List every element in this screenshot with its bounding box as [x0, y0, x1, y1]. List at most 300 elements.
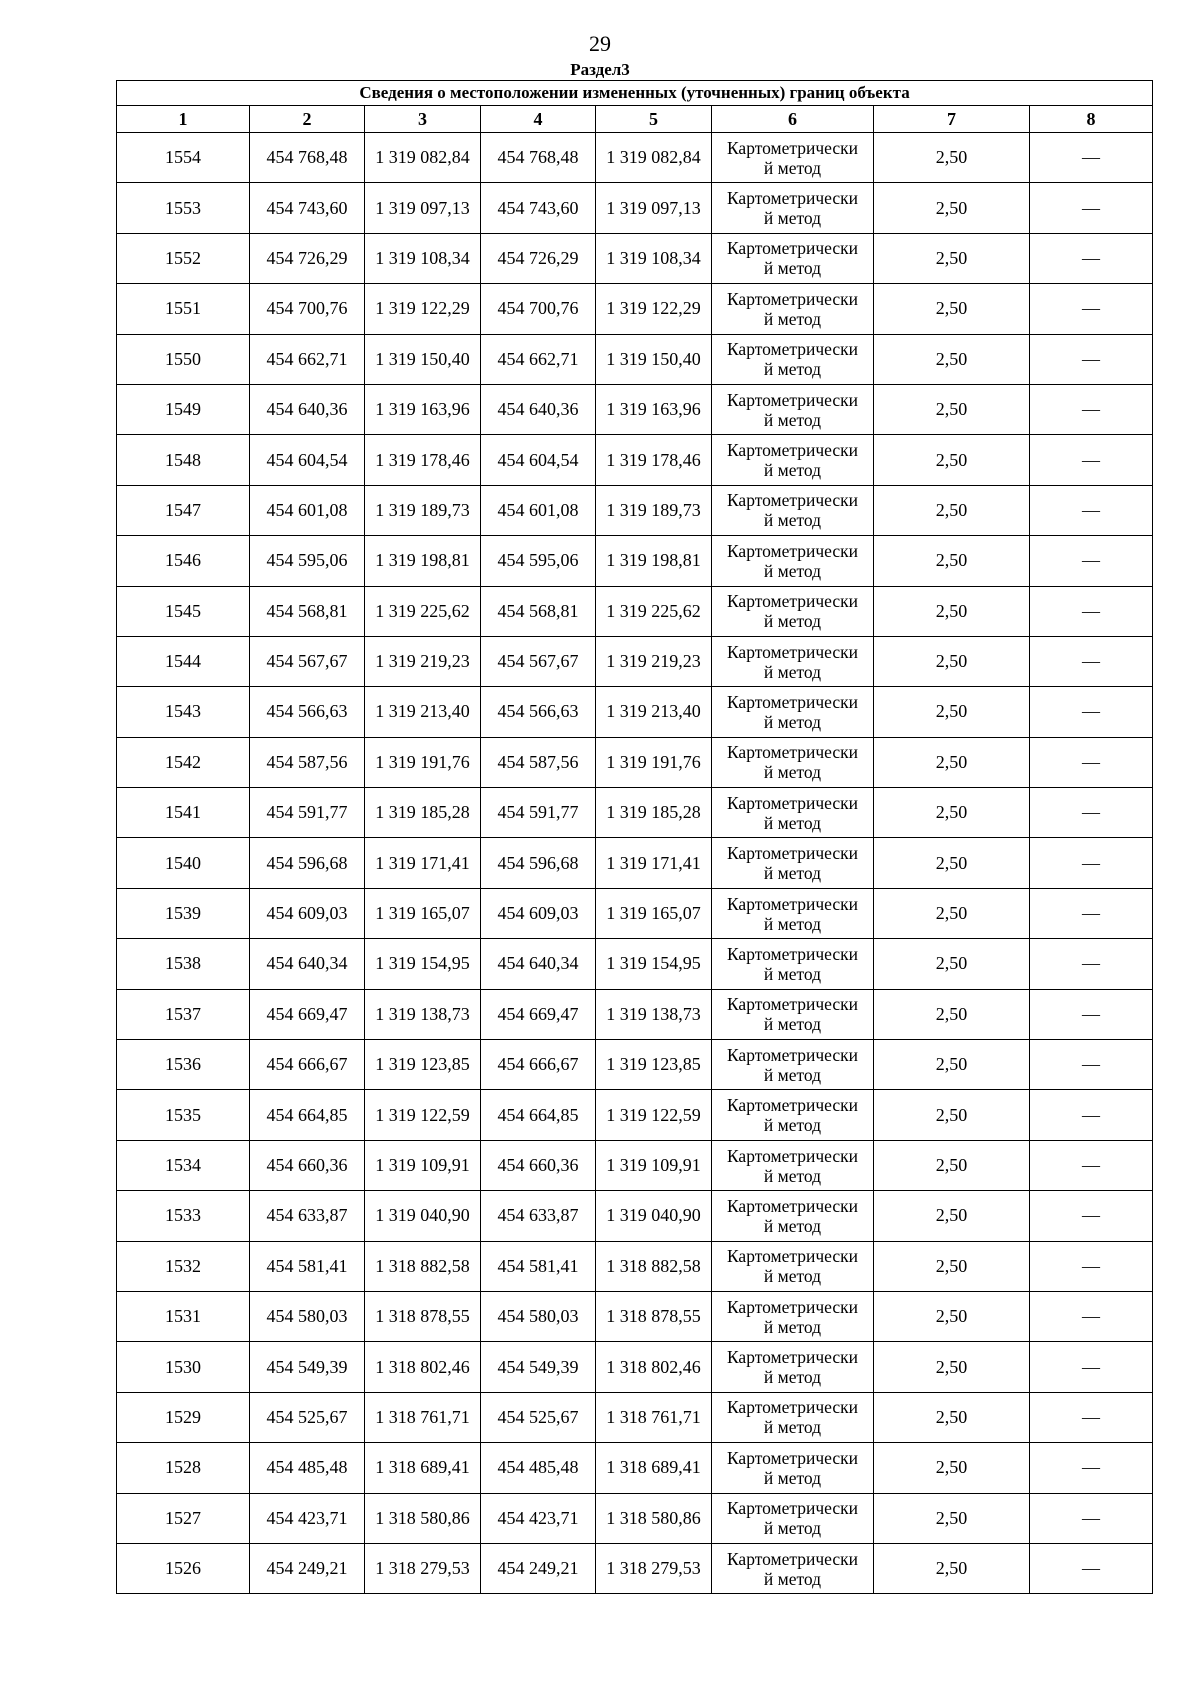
- accuracy-cell: 2,50: [874, 233, 1030, 283]
- table-row: [117, 384, 1153, 434]
- note-cell: —: [1030, 1543, 1153, 1593]
- new-y-cell: 1 318 802,46: [596, 1342, 712, 1392]
- method-line-2: й метод: [763, 1014, 822, 1035]
- method-line-2: й метод: [763, 308, 822, 329]
- existing-y-cell: 1 319 198,81: [365, 536, 481, 586]
- new-y-cell: 1 319 189,73: [596, 485, 712, 535]
- method-cell: [712, 1191, 874, 1241]
- method-line-1: Картометрически: [726, 1044, 859, 1065]
- point-number-cell: 1540: [117, 838, 250, 888]
- new-x-cell: 454 249,21: [481, 1543, 596, 1593]
- column-number-header: 3: [365, 106, 481, 133]
- existing-x-cell: 454 601,08: [250, 485, 365, 535]
- method-cell: [712, 1342, 874, 1392]
- note-cell: —: [1030, 1040, 1153, 1090]
- method-line-1: Картометрически: [726, 1347, 859, 1368]
- point-number-cell: 1528: [117, 1443, 250, 1493]
- method-line-1: Картометрически: [726, 1397, 859, 1418]
- accuracy-cell: 2,50: [874, 485, 1030, 535]
- note-cell: —: [1030, 989, 1153, 1039]
- accuracy-cell: 2,50: [874, 939, 1030, 989]
- point-number-cell: 1551: [117, 284, 250, 334]
- table-row: [117, 1090, 1153, 1140]
- new-x-cell: 454 601,08: [481, 485, 596, 535]
- existing-x-cell: 454 768,48: [250, 133, 365, 183]
- table-caption: Сведения о местоположении измененных (уточненных) границ объекта: [117, 81, 1153, 106]
- new-x-cell: 454 587,56: [481, 737, 596, 787]
- point-number-cell: 1541: [117, 788, 250, 838]
- existing-x-cell: 454 640,36: [250, 384, 365, 434]
- point-number-cell: 1547: [117, 485, 250, 535]
- note-cell: —: [1030, 1392, 1153, 1442]
- new-x-cell: 454 666,67: [481, 1040, 596, 1090]
- method-cell: [712, 435, 874, 485]
- existing-x-cell: 454 568,81: [250, 586, 365, 636]
- existing-y-cell: 1 319 178,46: [365, 435, 481, 485]
- method-line-1: Картометрически: [726, 1498, 859, 1519]
- point-number-cell: 1537: [117, 989, 250, 1039]
- table-row: [117, 586, 1153, 636]
- point-number-cell: 1554: [117, 133, 250, 183]
- accuracy-cell: 2,50: [874, 183, 1030, 233]
- existing-y-cell: 1 319 185,28: [365, 788, 481, 838]
- method-line-1: Картометрически: [726, 540, 859, 561]
- new-x-cell: 454 591,77: [481, 788, 596, 838]
- note-cell: —: [1030, 788, 1153, 838]
- table-row: [117, 737, 1153, 787]
- table-row: [117, 1241, 1153, 1291]
- new-y-cell: 1 319 123,85: [596, 1040, 712, 1090]
- note-cell: —: [1030, 1291, 1153, 1341]
- table-row: [117, 687, 1153, 737]
- new-x-cell: 454 768,48: [481, 133, 596, 183]
- method-cell: [712, 536, 874, 586]
- note-cell: —: [1030, 183, 1153, 233]
- note-cell: —: [1030, 485, 1153, 535]
- coordinates-table: [116, 80, 1153, 1594]
- method-line-1: Картометрически: [726, 1095, 859, 1116]
- column-number-header: 2: [250, 106, 365, 133]
- method-line-1: Картометрически: [726, 188, 859, 209]
- method-line-2: й метод: [763, 863, 822, 884]
- existing-x-cell: 454 566,63: [250, 687, 365, 737]
- method-line-1: Картометрически: [726, 1195, 859, 1216]
- new-x-cell: 454 700,76: [481, 284, 596, 334]
- table-row: [117, 1140, 1153, 1190]
- method-cell: [712, 485, 874, 535]
- accuracy-cell: 2,50: [874, 1443, 1030, 1493]
- method-line-2: й метод: [763, 812, 822, 833]
- new-y-cell: 1 318 878,55: [596, 1291, 712, 1341]
- method-line-1: Картометрически: [726, 1296, 859, 1317]
- accuracy-cell: 2,50: [874, 989, 1030, 1039]
- existing-y-cell: 1 319 154,95: [365, 939, 481, 989]
- new-y-cell: 1 318 882,58: [596, 1241, 712, 1291]
- existing-x-cell: 454 662,71: [250, 334, 365, 384]
- method-line-2: й метод: [763, 1215, 822, 1236]
- note-cell: —: [1030, 133, 1153, 183]
- new-x-cell: 454 660,36: [481, 1140, 596, 1190]
- method-cell: [712, 1090, 874, 1140]
- method-line-1: Картометрически: [726, 591, 859, 612]
- note-cell: —: [1030, 586, 1153, 636]
- method-line-2: й метод: [763, 913, 822, 934]
- method-cell: [712, 888, 874, 938]
- note-cell: —: [1030, 636, 1153, 686]
- existing-y-cell: 1 318 761,71: [365, 1392, 481, 1442]
- method-line-2: й метод: [763, 1165, 822, 1186]
- note-cell: —: [1030, 233, 1153, 283]
- method-line-2: й метод: [763, 1568, 822, 1589]
- new-x-cell: 454 549,39: [481, 1342, 596, 1392]
- accuracy-cell: 2,50: [874, 1191, 1030, 1241]
- note-cell: —: [1030, 838, 1153, 888]
- accuracy-cell: 2,50: [874, 435, 1030, 485]
- note-cell: —: [1030, 435, 1153, 485]
- new-y-cell: 1 319 082,84: [596, 133, 712, 183]
- method-line-1: Картометрически: [726, 137, 859, 158]
- method-line-2: й метод: [763, 1266, 822, 1287]
- method-cell: [712, 1040, 874, 1090]
- table-row: [117, 989, 1153, 1039]
- new-x-cell: 454 567,67: [481, 636, 596, 686]
- method-line-1: Картометрически: [726, 238, 859, 259]
- existing-x-cell: 454 596,68: [250, 838, 365, 888]
- existing-x-cell: 454 666,67: [250, 1040, 365, 1090]
- table-row: [117, 888, 1153, 938]
- existing-y-cell: 1 318 580,86: [365, 1493, 481, 1543]
- table-caption-row: [117, 81, 1153, 106]
- table-row: [117, 1392, 1153, 1442]
- note-cell: —: [1030, 1140, 1153, 1190]
- new-y-cell: 1 319 163,96: [596, 384, 712, 434]
- existing-y-cell: 1 319 165,07: [365, 888, 481, 938]
- method-cell: [712, 586, 874, 636]
- accuracy-cell: 2,50: [874, 737, 1030, 787]
- point-number-cell: 1533: [117, 1191, 250, 1241]
- new-x-cell: 454 662,71: [481, 334, 596, 384]
- accuracy-cell: 2,50: [874, 536, 1030, 586]
- new-y-cell: 1 319 198,81: [596, 536, 712, 586]
- point-number-cell: 1530: [117, 1342, 250, 1392]
- section-title: Раздел3: [570, 60, 630, 79]
- accuracy-cell: 2,50: [874, 687, 1030, 737]
- new-y-cell: 1 318 689,41: [596, 1443, 712, 1493]
- table-row: [117, 1443, 1153, 1493]
- method-cell: [712, 939, 874, 989]
- new-x-cell: 454 669,47: [481, 989, 596, 1039]
- new-x-cell: 454 726,29: [481, 233, 596, 283]
- table-row: [117, 1493, 1153, 1543]
- point-number-cell: 1538: [117, 939, 250, 989]
- table-row: [117, 1040, 1153, 1090]
- existing-y-cell: 1 319 109,91: [365, 1140, 481, 1190]
- new-y-cell: 1 319 185,28: [596, 788, 712, 838]
- existing-x-cell: 454 525,67: [250, 1392, 365, 1442]
- point-number-cell: 1548: [117, 435, 250, 485]
- note-cell: —: [1030, 1191, 1153, 1241]
- table-row: [117, 1291, 1153, 1341]
- table-row: [117, 485, 1153, 535]
- existing-x-cell: 454 249,21: [250, 1543, 365, 1593]
- method-line-1: Картометрически: [726, 339, 859, 360]
- existing-y-cell: 1 319 213,40: [365, 687, 481, 737]
- table-row: [117, 939, 1153, 989]
- method-cell: [712, 1140, 874, 1190]
- point-number-cell: 1543: [117, 687, 250, 737]
- new-x-cell: 454 568,81: [481, 586, 596, 636]
- table-row: [117, 284, 1153, 334]
- point-number-cell: 1526: [117, 1543, 250, 1593]
- table-row: [117, 636, 1153, 686]
- method-cell: [712, 384, 874, 434]
- existing-x-cell: 454 726,29: [250, 233, 365, 283]
- table-row: [117, 1543, 1153, 1593]
- existing-x-cell: 454 633,87: [250, 1191, 365, 1241]
- new-y-cell: 1 319 178,46: [596, 435, 712, 485]
- column-number-header: 6: [712, 106, 874, 133]
- method-line-2: й метод: [763, 1316, 822, 1337]
- method-line-2: й метод: [763, 157, 822, 178]
- new-y-cell: 1 319 150,40: [596, 334, 712, 384]
- table-row: [117, 536, 1153, 586]
- method-cell: [712, 183, 874, 233]
- new-x-cell: 454 743,60: [481, 183, 596, 233]
- method-line-2: й метод: [763, 711, 822, 732]
- new-x-cell: 454 580,03: [481, 1291, 596, 1341]
- method-cell: [712, 737, 874, 787]
- accuracy-cell: 2,50: [874, 1342, 1030, 1392]
- existing-x-cell: 454 743,60: [250, 183, 365, 233]
- accuracy-cell: 2,50: [874, 1392, 1030, 1442]
- method-line-2: й метод: [763, 258, 822, 279]
- method-line-1: Картометрически: [726, 641, 859, 662]
- existing-y-cell: 1 318 689,41: [365, 1443, 481, 1493]
- new-y-cell: 1 319 097,13: [596, 183, 712, 233]
- new-x-cell: 454 604,54: [481, 435, 596, 485]
- existing-y-cell: 1 319 150,40: [365, 334, 481, 384]
- existing-y-cell: 1 319 171,41: [365, 838, 481, 888]
- new-y-cell: 1 319 108,34: [596, 233, 712, 283]
- existing-x-cell: 454 580,03: [250, 1291, 365, 1341]
- accuracy-cell: 2,50: [874, 838, 1030, 888]
- accuracy-cell: 2,50: [874, 1493, 1030, 1543]
- accuracy-cell: 2,50: [874, 788, 1030, 838]
- accuracy-cell: 2,50: [874, 1140, 1030, 1190]
- table-row: [117, 334, 1153, 384]
- method-line-2: й метод: [763, 359, 822, 380]
- existing-y-cell: 1 318 279,53: [365, 1543, 481, 1593]
- accuracy-cell: 2,50: [874, 1241, 1030, 1291]
- new-y-cell: 1 319 219,23: [596, 636, 712, 686]
- accuracy-cell: 2,50: [874, 1291, 1030, 1341]
- table-row: [117, 1191, 1153, 1241]
- existing-y-cell: 1 318 882,58: [365, 1241, 481, 1291]
- point-number-cell: 1546: [117, 536, 250, 586]
- new-y-cell: 1 319 191,76: [596, 737, 712, 787]
- new-y-cell: 1 318 279,53: [596, 1543, 712, 1593]
- new-x-cell: 454 609,03: [481, 888, 596, 938]
- new-y-cell: 1 319 171,41: [596, 838, 712, 888]
- method-line-1: Картометрически: [726, 691, 859, 712]
- new-y-cell: 1 319 213,40: [596, 687, 712, 737]
- method-cell: [712, 1493, 874, 1543]
- accuracy-cell: 2,50: [874, 586, 1030, 636]
- method-cell: [712, 687, 874, 737]
- existing-x-cell: 454 664,85: [250, 1090, 365, 1140]
- existing-x-cell: 454 700,76: [250, 284, 365, 334]
- existing-x-cell: 454 669,47: [250, 989, 365, 1039]
- note-cell: —: [1030, 939, 1153, 989]
- method-line-1: Картометрически: [726, 1447, 859, 1468]
- method-line-1: Картометрически: [726, 440, 859, 461]
- note-cell: —: [1030, 1342, 1153, 1392]
- existing-x-cell: 454 604,54: [250, 435, 365, 485]
- column-number-header: 7: [874, 106, 1030, 133]
- method-line-1: Картометрически: [726, 490, 859, 511]
- new-y-cell: 1 318 761,71: [596, 1392, 712, 1442]
- existing-x-cell: 454 640,34: [250, 939, 365, 989]
- accuracy-cell: 2,50: [874, 1040, 1030, 1090]
- note-cell: —: [1030, 536, 1153, 586]
- method-cell: [712, 1392, 874, 1442]
- point-number-cell: 1539: [117, 888, 250, 938]
- new-x-cell: 454 581,41: [481, 1241, 596, 1291]
- accuracy-cell: 2,50: [874, 384, 1030, 434]
- note-cell: —: [1030, 1241, 1153, 1291]
- existing-y-cell: 1 319 225,62: [365, 586, 481, 636]
- accuracy-cell: 2,50: [874, 284, 1030, 334]
- method-cell: [712, 989, 874, 1039]
- method-line-2: й метод: [763, 762, 822, 783]
- note-cell: —: [1030, 334, 1153, 384]
- new-y-cell: 1 319 122,29: [596, 284, 712, 334]
- existing-x-cell: 454 423,71: [250, 1493, 365, 1543]
- new-x-cell: 454 485,48: [481, 1443, 596, 1493]
- method-cell: [712, 838, 874, 888]
- new-y-cell: 1 319 225,62: [596, 586, 712, 636]
- accuracy-cell: 2,50: [874, 1090, 1030, 1140]
- table-row: [117, 1342, 1153, 1392]
- method-line-2: й метод: [763, 460, 822, 481]
- existing-y-cell: 1 319 138,73: [365, 989, 481, 1039]
- method-line-2: й метод: [763, 208, 822, 229]
- new-x-cell: 454 596,68: [481, 838, 596, 888]
- new-y-cell: 1 318 580,86: [596, 1493, 712, 1543]
- table-row: [117, 788, 1153, 838]
- method-cell: [712, 334, 874, 384]
- method-line-2: й метод: [763, 963, 822, 984]
- method-line-1: Картометрически: [726, 1548, 859, 1569]
- method-line-2: й метод: [763, 661, 822, 682]
- new-x-cell: 454 640,36: [481, 384, 596, 434]
- point-number-cell: 1544: [117, 636, 250, 686]
- table-row: [117, 435, 1153, 485]
- method-line-1: Картометрически: [726, 843, 859, 864]
- note-cell: —: [1030, 384, 1153, 434]
- point-number-cell: 1535: [117, 1090, 250, 1140]
- existing-y-cell: 1 319 082,84: [365, 133, 481, 183]
- existing-x-cell: 454 581,41: [250, 1241, 365, 1291]
- column-number-header: 5: [596, 106, 712, 133]
- new-x-cell: 454 640,34: [481, 939, 596, 989]
- method-cell: [712, 233, 874, 283]
- point-number-cell: 1527: [117, 1493, 250, 1543]
- existing-y-cell: 1 318 802,46: [365, 1342, 481, 1392]
- existing-x-cell: 454 485,48: [250, 1443, 365, 1493]
- point-number-cell: 1534: [117, 1140, 250, 1190]
- table-row: [117, 838, 1153, 888]
- new-y-cell: 1 319 138,73: [596, 989, 712, 1039]
- accuracy-cell: 2,50: [874, 636, 1030, 686]
- point-number-cell: 1553: [117, 183, 250, 233]
- new-y-cell: 1 319 154,95: [596, 939, 712, 989]
- accuracy-cell: 2,50: [874, 1543, 1030, 1593]
- note-cell: —: [1030, 687, 1153, 737]
- method-line-1: Картометрически: [726, 943, 859, 964]
- method-cell: [712, 788, 874, 838]
- point-number-cell: 1529: [117, 1392, 250, 1442]
- new-y-cell: 1 319 122,59: [596, 1090, 712, 1140]
- point-number-cell: 1542: [117, 737, 250, 787]
- column-number-header: 8: [1030, 106, 1153, 133]
- method-line-2: й метод: [763, 1467, 822, 1488]
- existing-x-cell: 454 591,77: [250, 788, 365, 838]
- point-number-cell: 1536: [117, 1040, 250, 1090]
- note-cell: —: [1030, 888, 1153, 938]
- method-cell: [712, 133, 874, 183]
- method-line-1: Картометрически: [726, 792, 859, 813]
- existing-y-cell: 1 319 219,23: [365, 636, 481, 686]
- existing-y-cell: 1 319 108,34: [365, 233, 481, 283]
- existing-y-cell: 1 319 040,90: [365, 1191, 481, 1241]
- existing-x-cell: 454 609,03: [250, 888, 365, 938]
- method-cell: [712, 636, 874, 686]
- method-cell: [712, 284, 874, 334]
- method-line-1: Картометрически: [726, 288, 859, 309]
- new-x-cell: 454 633,87: [481, 1191, 596, 1241]
- new-y-cell: 1 319 109,91: [596, 1140, 712, 1190]
- existing-y-cell: 1 319 122,59: [365, 1090, 481, 1140]
- existing-y-cell: 1 319 163,96: [365, 384, 481, 434]
- new-x-cell: 454 566,63: [481, 687, 596, 737]
- existing-x-cell: 454 595,06: [250, 536, 365, 586]
- existing-x-cell: 454 567,67: [250, 636, 365, 686]
- accuracy-cell: 2,50: [874, 334, 1030, 384]
- new-x-cell: 454 423,71: [481, 1493, 596, 1543]
- method-line-1: Картометрически: [726, 389, 859, 410]
- existing-y-cell: 1 319 191,76: [365, 737, 481, 787]
- method-line-1: Картометрически: [726, 1145, 859, 1166]
- method-line-1: Картометрически: [726, 1246, 859, 1267]
- accuracy-cell: 2,50: [874, 133, 1030, 183]
- method-line-1: Картометрически: [726, 742, 859, 763]
- accuracy-cell: 2,50: [874, 888, 1030, 938]
- point-number-cell: 1552: [117, 233, 250, 283]
- method-line-2: й метод: [763, 1115, 822, 1136]
- method-cell: [712, 1291, 874, 1341]
- method-cell: [712, 1543, 874, 1593]
- point-number-cell: 1550: [117, 334, 250, 384]
- existing-x-cell: 454 587,56: [250, 737, 365, 787]
- note-cell: —: [1030, 1443, 1153, 1493]
- new-x-cell: 454 664,85: [481, 1090, 596, 1140]
- point-number-cell: 1532: [117, 1241, 250, 1291]
- page-number: 29: [589, 31, 611, 56]
- table-row: [117, 183, 1153, 233]
- existing-x-cell: 454 549,39: [250, 1342, 365, 1392]
- point-number-cell: 1549: [117, 384, 250, 434]
